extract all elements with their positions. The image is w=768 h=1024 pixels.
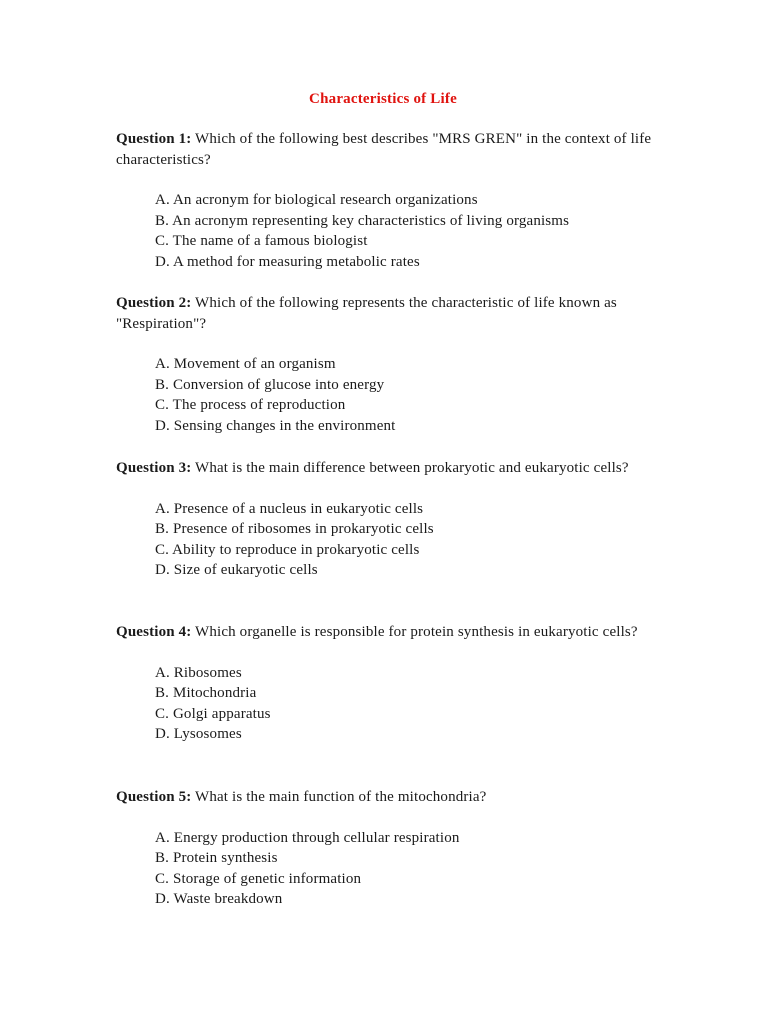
option-c: C. Ability to reproduce in prokaryotic cells	[155, 541, 420, 558]
option-b: B. An acronym representing key characteristics of living organisms	[155, 212, 570, 229]
question-5	[116, 787, 656, 910]
option-c: C. Golgi apparatus	[155, 705, 271, 722]
option-a: A. Energy production through cellular respiration	[155, 829, 460, 846]
option-d: D. Lysosomes	[155, 726, 242, 742]
option-d: D. Sensing changes in the environment	[155, 417, 396, 434]
option-d: D. A method for measuring metabolic rates	[155, 253, 420, 270]
option-d: D. Size of eukaryotic cells	[155, 562, 318, 578]
question-1-text: Which of the following best describes "MRS GREN" in the context of life characteristics?	[116, 131, 652, 168]
question-3-text: What is the main difference between prokaryotic and eukaryotic cells?	[195, 460, 629, 476]
option-a: A. Presence of a nucleus in eukaryotic cells	[155, 500, 424, 517]
question-4-options	[155, 663, 656, 745]
option-b: B. Presence of ribosomes in prokaryotic cells	[155, 521, 434, 537]
option-d: D. Waste breakdown	[155, 891, 283, 907]
question-4-prompt	[116, 622, 656, 643]
option-b: B. Protein synthesis	[155, 850, 278, 866]
option-a: A. Ribosomes	[155, 664, 242, 681]
question-2-prompt	[116, 293, 656, 334]
question-3	[116, 458, 656, 581]
question-1-label: Question 1:	[116, 131, 192, 147]
question-4-text: Which organelle is responsible for protein synthesis in eukaryotic cells?	[195, 624, 638, 640]
option-c: C. The name of a famous biologist	[155, 233, 368, 249]
option-c: C. Storage of genetic information	[155, 870, 362, 887]
question-2-options	[155, 354, 656, 436]
question-3-label: Question 3:	[116, 460, 192, 476]
question-1	[116, 129, 656, 272]
question-5-text: What is the main function of the mitochondria?	[195, 789, 487, 805]
question-3-options	[155, 499, 656, 581]
question-5-label: Question 5:	[116, 789, 192, 805]
question-1-prompt	[116, 129, 656, 170]
question-2	[116, 293, 656, 436]
question-4-label: Question 4:	[116, 624, 192, 640]
question-4	[116, 622, 656, 745]
question-1-options	[155, 190, 656, 272]
question-2-label: Question 2:	[116, 295, 192, 311]
option-a: A. An acronym for biological research organizations	[155, 192, 478, 208]
question-5-options	[155, 828, 656, 910]
question-3-prompt	[116, 458, 656, 479]
option-c: C. The process of reproduction	[155, 397, 346, 413]
document-title: Characteristics of Life	[309, 91, 457, 107]
option-a: A. Movement of an organism	[155, 356, 336, 372]
question-2-text: Which of the following represents the characteristic of life known as "Respiration"?	[116, 295, 617, 332]
question-5-prompt	[116, 787, 656, 808]
option-b: B. Mitochondria	[155, 685, 257, 701]
option-b: B. Conversion of glucose into energy	[155, 376, 385, 393]
